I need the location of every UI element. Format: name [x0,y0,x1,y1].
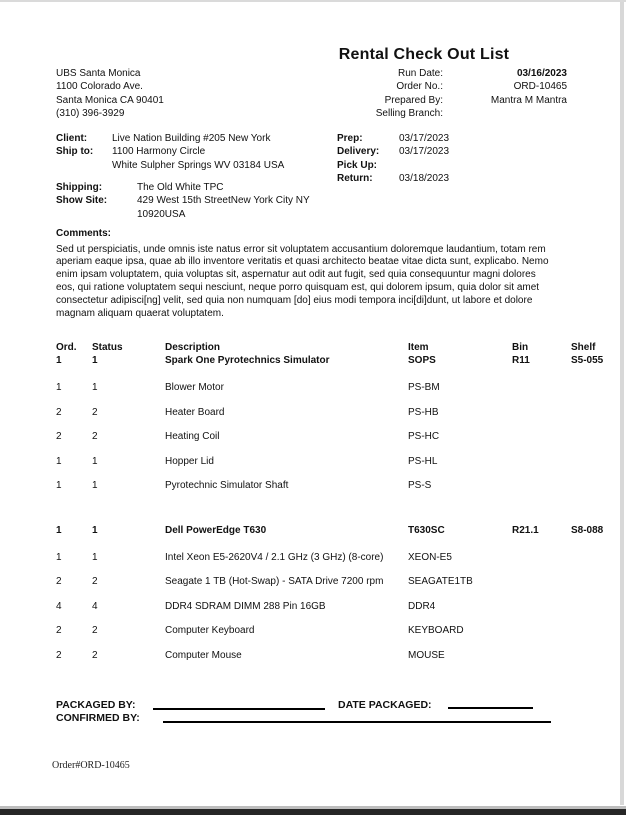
cell-bin [512,430,571,455]
cell-status: 1 [92,381,98,393]
table-row [56,649,616,674]
cell-item: XEON-E5 [408,551,452,563]
cell-item: Item [408,342,429,353]
run-date-value: 03/16/2023 [516,68,567,79]
shipping-value: The Old White TPC [137,182,224,193]
cell-item: PS-BM [408,381,440,393]
confirmed-by-line [163,721,551,723]
footer-order-number: Order#ORD-10465 [52,760,130,771]
shipping-block [56,181,310,221]
return-value: 03/18/2023 [399,172,450,184]
cell-item: KEYBOARD [408,625,464,637]
prep-label: Prep: [337,133,363,144]
table-row [56,406,616,431]
client-label: Client: [56,133,88,144]
table-row [56,455,616,480]
cell-description: Pyrotechnic Simulator Shaft [165,480,289,492]
cell-ord: Ord. [56,342,77,353]
cell-item: PS-S [408,480,432,492]
selling-branch-row [277,107,567,120]
cell-ord: 1 [56,381,62,393]
cell-ord: 1 [56,524,62,536]
prepared-by-value: Mantra M Mantra [490,94,567,106]
selling-branch-label: Selling Branch: [375,107,443,119]
signoff-block [0,699,626,735]
comment-line: enim ipsam voluptatem, quia voluptas sit, aspernatur aut odit aut fugit, sed quia consequuntur magni dolores [56,269,536,281]
cell-item: MOUSE [408,649,445,661]
cell-status: 1 [92,551,98,563]
cell-shelf [571,381,616,406]
cell-bin [512,624,571,649]
table-row [56,551,616,576]
cell-bin [512,406,571,431]
comment-line: aperiam eaque ipsa, quae ab illo inventore veritatis et quasi architecto beatae vitae dicta sunt, explicabo. Nemo [56,256,549,268]
delivery-row [337,145,449,158]
company-name: UBS Santa Monica [56,68,141,79]
cell-description: Spark One Pyrotechnics Simulator [165,355,330,367]
ship-to-row [56,145,284,158]
cell-ord: 4 [56,600,62,612]
prep-value: 03/17/2023 [399,133,450,144]
cell-ord: 2 [56,625,62,637]
prepared-by-label: Prepared By: [384,94,443,106]
page-edge-top [0,0,626,2]
cell-ord: 1 [56,355,62,367]
company-address-1: 1100 Colorado Ave. [56,81,143,93]
table-row [56,479,616,504]
confirmed-by-label: CONFIRMED BY: [56,712,140,724]
cell-bin [512,381,571,406]
cell-item: SEAGATE1TB [408,576,473,588]
client-value: Live Nation Building #205 New York [112,133,271,144]
cell-status: 1 [92,480,98,492]
prep-row [337,132,449,145]
table-group-row [56,354,616,381]
return-label: Return: [337,172,373,184]
cell-bin: Bin [512,342,529,353]
cell-description: Computer Keyboard [165,625,255,637]
comment-line: consectetur adipisci[ng] velit, sed quia non numquam [do] eius modi tempora inci[di]dunt, ut labore et dolore [56,295,533,307]
spacer [56,159,112,172]
ship-to-address-1: 1100 Harmony Circle [112,146,206,158]
company-address-2: Santa Monica CA 90401 [56,94,164,106]
client-row [56,132,284,145]
cell-item: DDR4 [408,600,436,612]
cell-shelf [571,551,616,576]
cell-shelf [571,624,616,649]
cell-description: Seagate 1 TB (Hot-Swap) - SATA Drive 7200 rpm [165,576,384,588]
prepared-by-row [277,94,567,107]
delivery-label: Delivery: [337,146,380,158]
cell-shelf [571,430,616,455]
spacer [56,208,137,221]
cell-description: Heater Board [165,406,225,418]
page-edge-right [620,2,624,805]
comment-line: eos, qui ratione voluptatem sequi nesciunt, neque porro quisquam est, qui dolorem ipsum, quia dolor sit amet [56,282,540,294]
cell-description: DDR4 SDRAM DIMM 288 Pin 16GB [165,600,326,612]
cell-status: 1 [92,355,98,367]
order-no-row [277,80,567,93]
table-row [56,600,616,625]
delivery-value: 03/17/2023 [399,146,450,158]
show-site-address-1: 429 West 15th StreetNew York City NY [137,195,310,207]
cell-shelf [571,575,616,600]
cell-bin [512,479,571,504]
show-site-row-2 [56,208,310,221]
dates-block [337,132,449,185]
cell-status: 4 [92,600,98,612]
cell-shelf [571,455,616,480]
table-row [56,624,616,649]
cell-description: Hopper Lid [165,455,214,467]
company-block [56,67,164,120]
date-packaged-label: DATE PACKAGED: [338,699,432,711]
run-date-row [277,67,567,80]
cell-item: PS-HB [408,406,439,418]
comments-block [56,227,604,321]
client-block [56,132,284,172]
cell-ord: 2 [56,576,62,588]
cell-shelf [571,600,616,625]
cell-description: Intel Xeon E5-2620V4 / 2.1 GHz (3 GHz) (8-core) [165,551,384,563]
cell-status: 1 [92,524,98,536]
cell-status: 1 [92,455,98,467]
cell-shelf: S5-055 [571,355,604,367]
page-title: Rental Check Out List [338,46,510,63]
table-row [56,381,616,406]
cell-ord: 1 [56,455,62,467]
run-date-label: Run Date: [397,68,443,79]
show-site-address-2: 10920USA [137,208,186,220]
comment-line: Sed ut perspiciatis, unde omnis iste natus error sit voluptatem accusantium doloremque laudantium, totam rem [56,243,546,255]
cell-status: 2 [92,649,98,661]
cell-bin [512,649,571,674]
pickup-row [337,159,449,172]
cell-bin [512,600,571,625]
cell-description: Heating Coil [165,431,220,443]
cell-item: PS-HC [408,431,440,443]
window-edge-bottom [0,809,626,815]
cell-status: 2 [92,625,98,637]
show-site-label: Show Site: [56,195,108,207]
cell-bin [512,575,571,600]
cell-status: 2 [92,406,98,418]
order-meta-block [277,67,567,120]
cell-status: 2 [92,576,98,588]
shipping-row [56,181,310,194]
cell-status: Status [92,342,123,353]
ship-to-label: Ship to: [56,146,94,158]
cell-bin: R21.1 [512,524,539,536]
comments-label: Comments: [56,228,112,239]
cell-bin [512,455,571,480]
return-row [337,172,449,185]
cell-description: Blower Motor [165,381,224,393]
cell-ord: 1 [56,480,62,492]
cell-item: SOPS [408,355,436,367]
cell-status: 2 [92,431,98,443]
cell-bin: R11 [512,355,530,367]
comments-text [56,244,604,321]
selling-branch-value [443,107,567,120]
cell-shelf [571,649,616,674]
cell-ord: 2 [56,649,62,661]
cell-item: T630SC [408,524,445,536]
cell-ord: 2 [56,431,62,443]
table-header-row [56,341,616,354]
shipping-label: Shipping: [56,182,103,193]
show-site-row [56,194,310,207]
cell-description: Dell PowerEdge T630 [165,524,267,536]
company-phone: (310) 396-3929 [56,107,125,119]
cell-description: Computer Mouse [165,649,242,661]
cell-ord: 1 [56,551,62,563]
order-no-value: ORD-10465 [513,81,567,93]
cell-ord: 2 [56,406,62,418]
cell-shelf: S8-088 [571,524,604,536]
table-row [56,575,616,600]
packaged-by-line [153,708,325,710]
date-packaged-line [448,707,533,709]
order-no-label: Order No.: [396,81,443,93]
cell-bin [512,551,571,576]
cell-shelf [571,406,616,431]
cell-description: Description [165,342,221,353]
table-row [56,430,616,455]
cell-shelf: Shelf [571,342,596,353]
cell-item: PS-HL [408,455,438,467]
cell-shelf [571,479,616,504]
pickup-label: Pick Up: [337,159,378,171]
ship-to-row-2 [56,159,284,172]
comment-line: magnam aliquam quaerat voluptatem. [56,308,224,320]
items-table [56,341,616,674]
table-group-row [56,524,616,551]
packaged-by-label: PACKAGED BY: [56,699,136,711]
ship-to-address-2: White Sulpher Springs WV 03184 USA [112,159,285,171]
